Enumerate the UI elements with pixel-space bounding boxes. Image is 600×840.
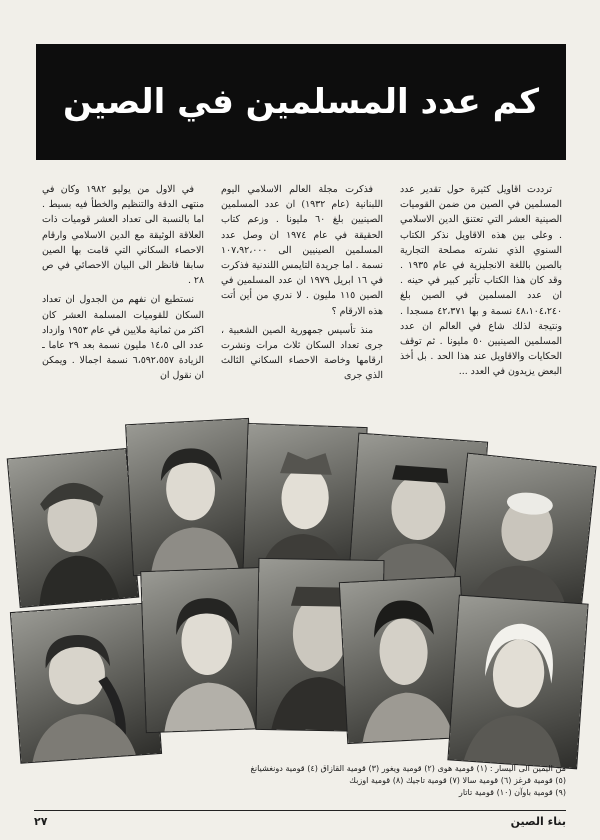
page-footer	[34, 810, 566, 831]
paragraph: منذ تأسيس جمهورية الصين الشعبية ، جرى تعداد السكان ثلاث مرات ونشرت ارقامها وخاصة الاحصاء السكاني الثالث الذي جرى	[221, 324, 383, 382]
page-number: ٢٧	[34, 814, 48, 828]
caption-line: من اليمين الى اليسار : (١) قومية هوى (٢) قومية ويغور (٣) قومية القازاق (٤) قومية دونغشيانغ	[250, 763, 566, 773]
portrait-photo-4	[8, 449, 138, 607]
portrait-photo-2	[243, 424, 366, 578]
portrait-photo-5	[453, 454, 596, 617]
portrait-photo-9	[141, 568, 273, 732]
magazine-name: بناء الصين	[510, 814, 566, 828]
caption-line: (٩) قومية باوآن (١٠) قومية تاتار	[458, 787, 566, 797]
paragraph: في الاول من يوليو ١٩٨٢ وكان في منتهى الدقة والتنظيم والخطأ فيه بسيط . اما بالنسبة الى تعداد العشر قوميات ذات العلاقة الوثيقة مع الدين الاسلامي وارقام الاحصاء السكاني التي قامت بها الصين سابقا فانظر الى البيان الاحصائي في ص ٢٨ .	[42, 184, 204, 287]
caption-line: (٥) قومية قرغز (٦) قومية سالا (٧) قومية تاجيك (٨) قومية اوزبك	[349, 775, 566, 785]
text-column-2	[221, 182, 383, 408]
article-body	[42, 182, 562, 408]
portrait-photo-6	[448, 596, 587, 769]
portrait-photo-7	[340, 577, 468, 743]
portrait-photo-10	[11, 603, 161, 762]
text-column-1	[400, 182, 562, 408]
paragraph: نستطيع ان نفهم من الجدول ان تعداد السكان للقوميات المسلمة العشر كان اكثر من ثمانية ملايين في عام ١٩٥٣ وازداد عدد الى ١٤،٥ مليون نسمة بعد ٢٩ عاما ـ الزيادة ٦،٥٩٢،٥٥٧ نسمة اجمالا . ويمكن ان نقول ان	[42, 294, 204, 382]
photo-caption	[250, 762, 566, 810]
paragraph: فذكرت مجلة العالم الاسلامي اليوم اللبنانية (عام ١٩٣٢) ان عدد المسلمين الصينيين بلغ ٦٠ مليونا . وزعم كتاب الحقيقة في عام ١٩٧٤ ان وصل عدد المسلمين الصينيين الى ١٠٧،٩٢،٠٠٠ نسمة . اما جريدة التايمس اللندنية فذكرت في ١٦ ابريل ١٩٧٩ ان عدد المسلمين في الصين ١١٥ مليون . لا ندري من أين أتت هذه الارقام ؟	[221, 184, 383, 317]
paragraph: ترددت اقاويل كثيرة حول تقدير عدد المسلمين في الصين من ضمن القوميات الصينية العشر التي تعتنق الدين الاسلامي . وعلى بين هذه الاقاويل نذكر الكتاب السنوي الذي نشرته مصلحة التجارية بالصين باللغة الانجليزية في عام ١٩٣٥ . وقد كان هذا الكتاب تأثير كبير في حينه . ان عدد المسلمين في الصين بلغ ٤٨،١٠٤،٢٤٠ نسمة و بها ٤٢،٣٧١ مسجدا . ونتيجة لذلك شاع في العالم ان عدد المسلمين الصينيين ٥٠ مليونا . ثم توقف الحكايات والاقاويل عند هذا الحد . بل أخذ البعض يزيدون في العدد ...	[400, 184, 562, 378]
title-banner	[36, 44, 566, 160]
portrait-photo-3	[126, 419, 256, 575]
article-title: كم عدد المسلمين في الصين	[62, 82, 540, 122]
text-column-3	[42, 182, 204, 408]
portrait-collage	[14, 420, 592, 770]
